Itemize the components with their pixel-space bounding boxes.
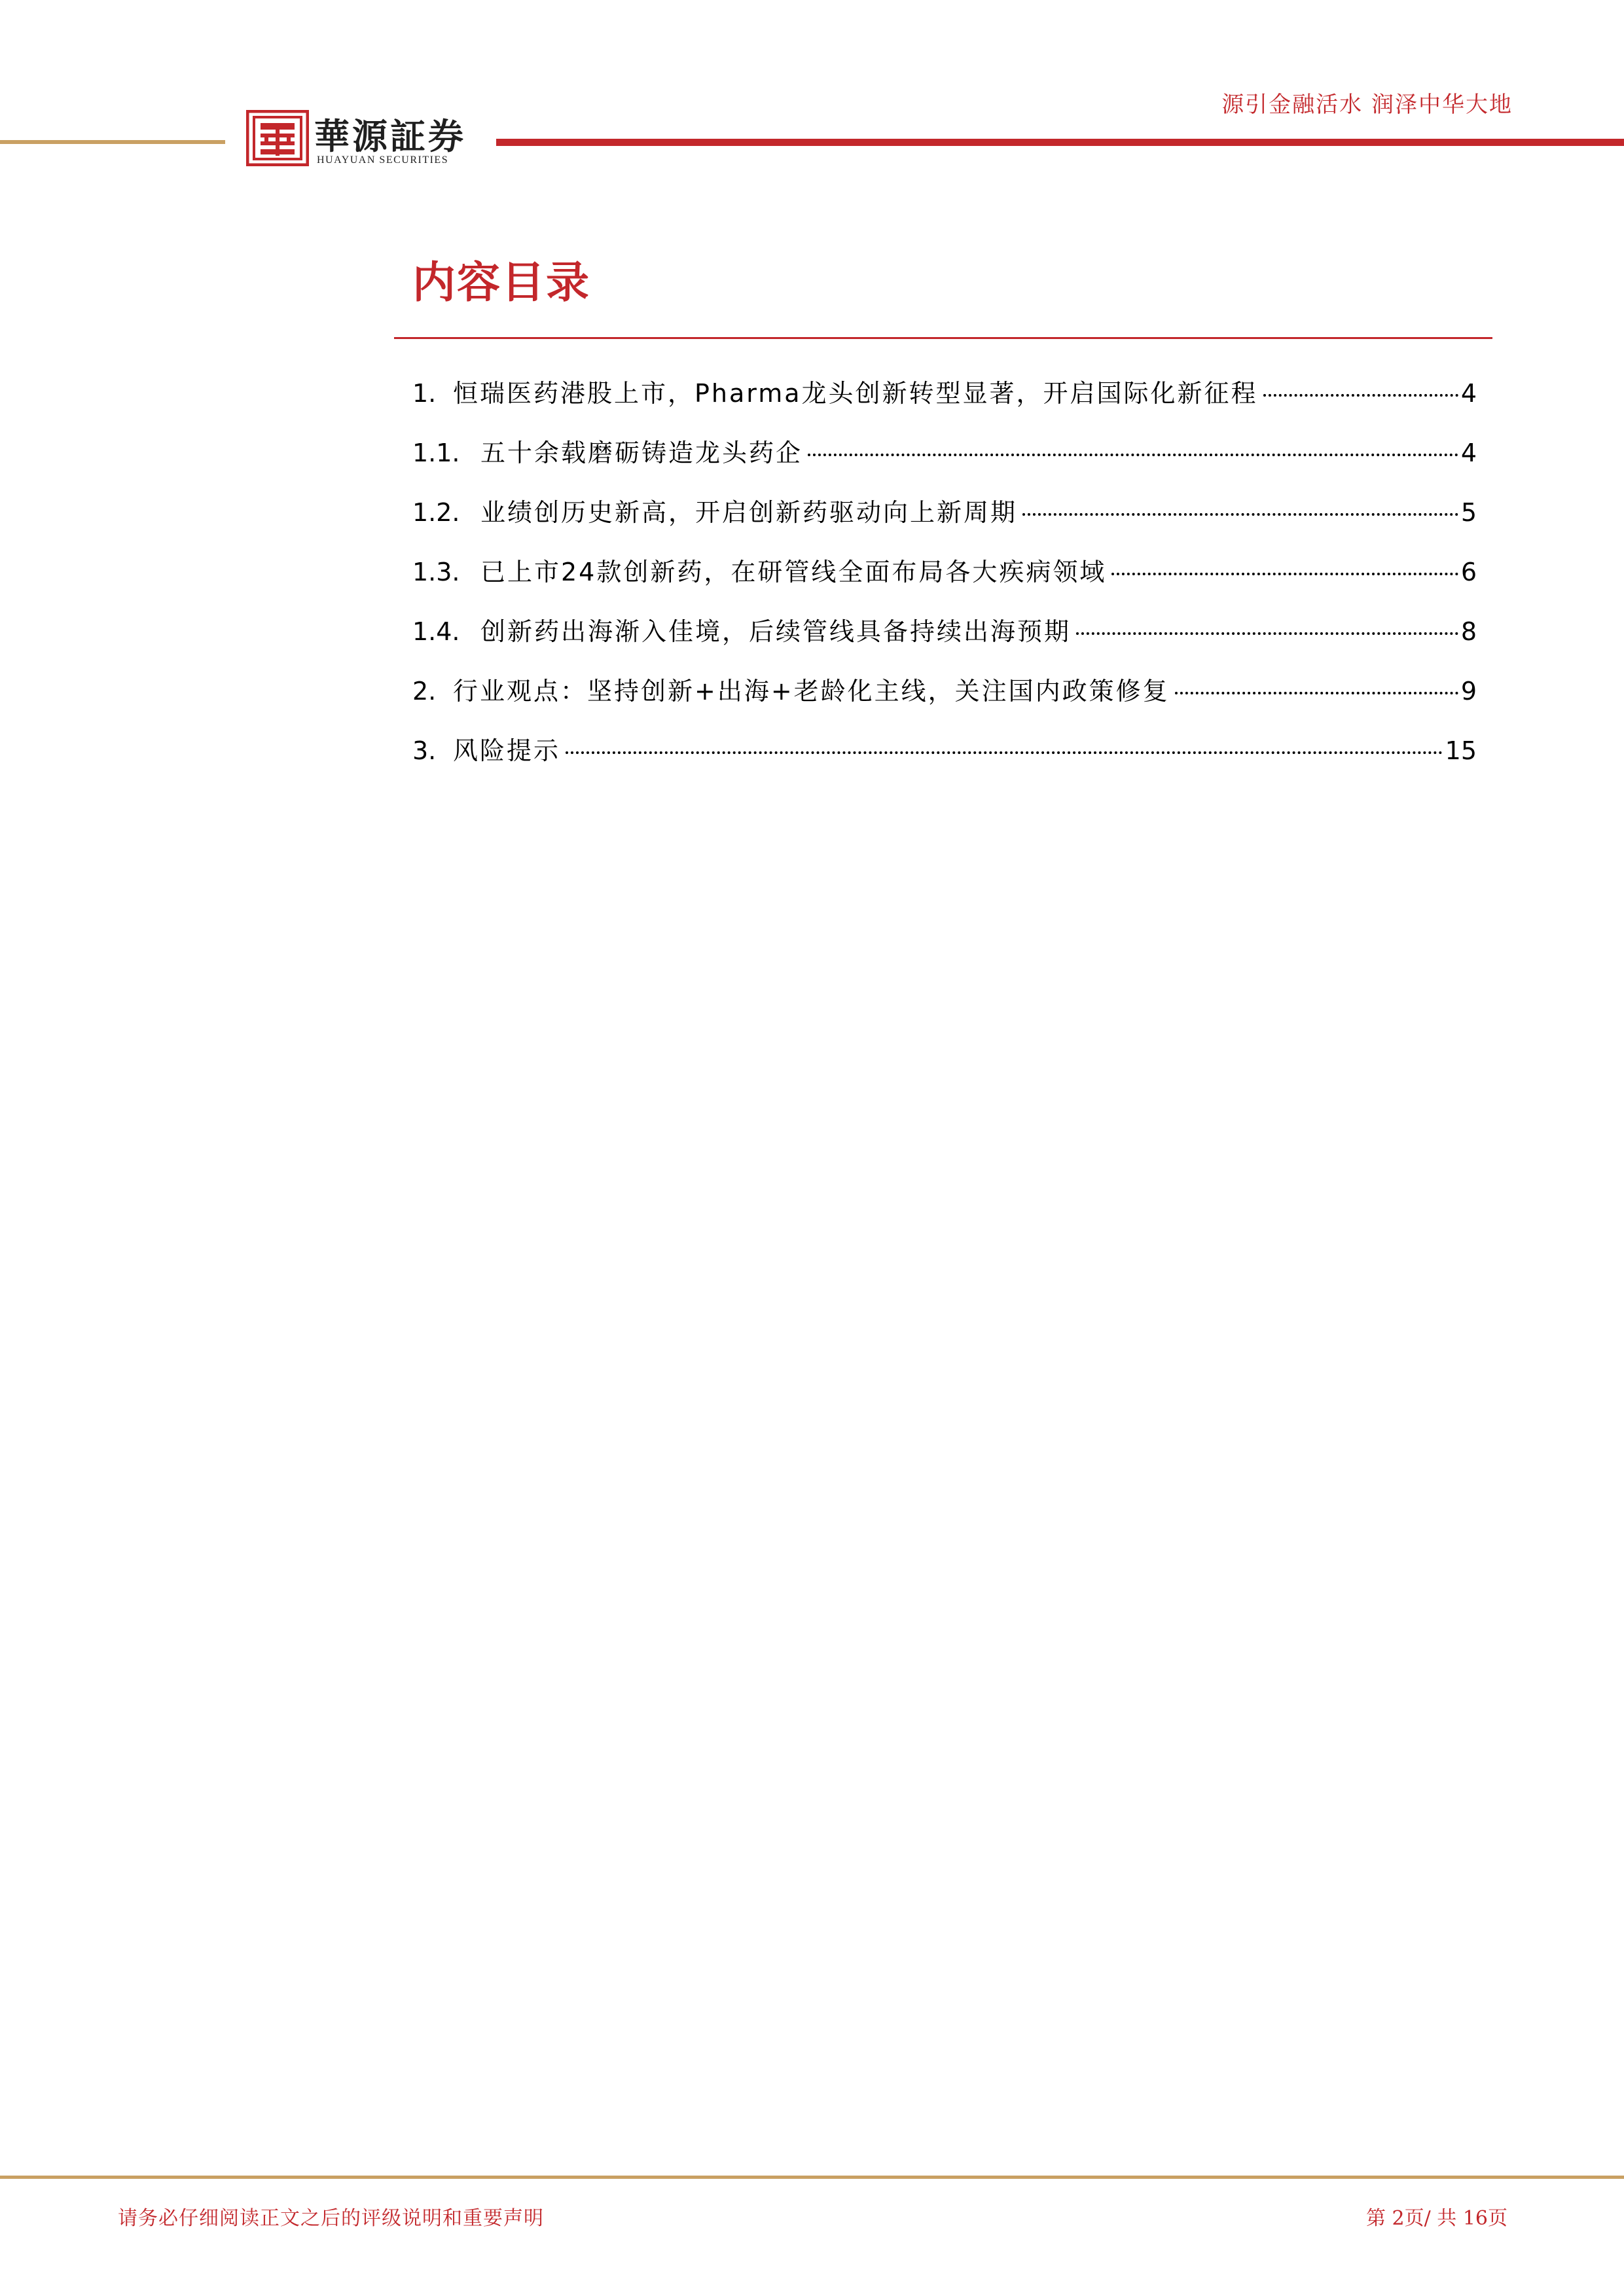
header-gold-rule: [0, 140, 225, 144]
toc-entry-title: 五十余载磨砺铸造龙头药企: [480, 439, 803, 467]
toc-entry-page: 8: [1460, 617, 1477, 646]
toc-leader-dots: [1111, 573, 1458, 575]
toc-leader-dots: [1263, 394, 1458, 397]
toc-entry-number: 1.1.: [412, 439, 460, 467]
toc-entry-number: 2.: [412, 677, 437, 706]
toc-entry-page: 5: [1460, 498, 1477, 527]
footer-rule: [0, 2176, 1624, 2179]
page-number: 第 2页/ 共 16页: [1366, 2207, 1507, 2230]
toc-entry-page: 15: [1445, 736, 1477, 765]
toc-leader-dots: [1022, 513, 1458, 516]
toc-leader-dots: [566, 751, 1443, 754]
toc-entry-title: 已上市24款创新药，在研管线全面布局各大疾病领域: [480, 558, 1107, 586]
footer-disclaimer: 请务必仔细阅读正文之后的评级说明和重要声明: [118, 2207, 544, 2230]
toc-entry-page: 4: [1460, 379, 1477, 408]
toc-entry[interactable]: [412, 730, 1477, 790]
toc-entry-page: 6: [1460, 558, 1477, 586]
toc-entry-number: 1.4.: [412, 617, 460, 646]
brand-logo-name: 華源証券: [314, 115, 466, 157]
header-slogan: 源引金融活水 润泽中华大地: [1221, 92, 1513, 118]
toc-entry[interactable]: [412, 492, 1477, 552]
header-red-rule: [496, 139, 1624, 146]
toc-entry[interactable]: [412, 611, 1477, 671]
toc-leader-dots: [1076, 632, 1458, 635]
toc-entry-title: 风险提示: [453, 736, 561, 765]
toc-entry-title: 恒瑞医药港股上市，Pharma龙头创新转型显著，开启国际化新征程: [453, 379, 1258, 408]
toc-leader-dots: [1175, 692, 1458, 694]
toc-entry[interactable]: [412, 671, 1477, 730]
toc-entry-title: 业绩创历史新高，开启创新药驱动向上新周期: [480, 498, 1018, 527]
toc-entry-number: 1.: [412, 379, 437, 408]
toc-entry[interactable]: [412, 433, 1477, 492]
toc-entry-title: 行业观点：坚持创新+出海+老龄化主线，关注国内政策修复: [453, 677, 1170, 706]
toc-entry-number: 3.: [412, 736, 437, 765]
title-divider: [394, 337, 1492, 339]
toc-entry-title: 创新药出海渐入佳境，后续管线具备持续出海预期: [480, 617, 1072, 646]
toc-leader-dots: [808, 454, 1458, 456]
brand-logo-subtitle: HUAYUAN SECURITIES: [317, 154, 449, 166]
toc-list: [412, 373, 1477, 790]
toc-entry[interactable]: [412, 552, 1477, 611]
toc-entry-number: 1.2.: [412, 498, 460, 527]
toc-entry-number: 1.3.: [412, 558, 460, 586]
toc-entry[interactable]: [412, 373, 1477, 433]
toc-entry-page: 9: [1460, 677, 1477, 706]
toc-entry-page: 4: [1460, 439, 1477, 467]
huayuan-seal-icon: [246, 110, 309, 166]
toc-title: 内容目录: [412, 257, 590, 308]
